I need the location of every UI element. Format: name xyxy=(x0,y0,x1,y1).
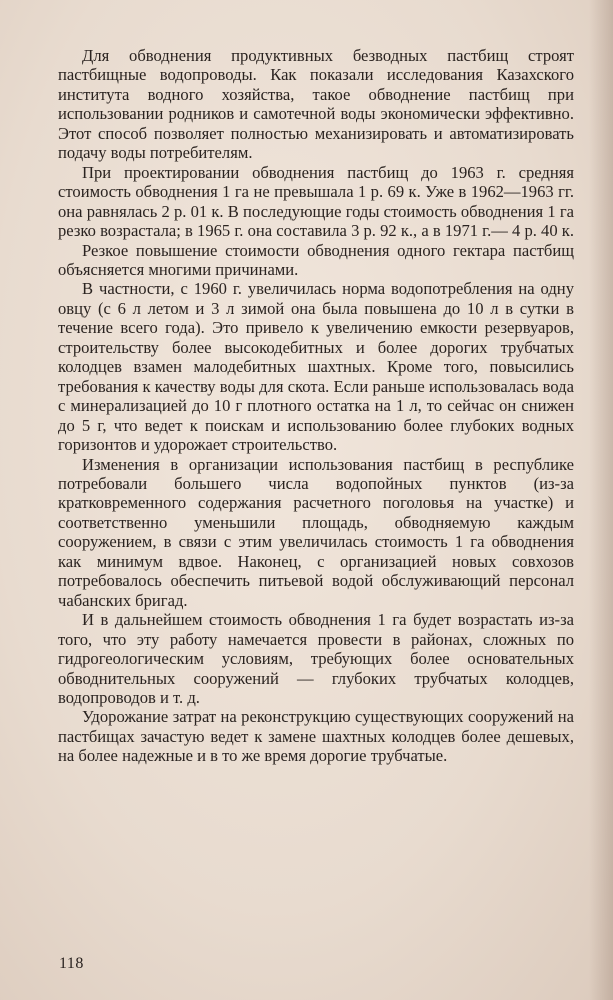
paragraph: В частности, с 1960 г. увеличилась норма водопотребления на одну овцу (с 6 л летом и 3 л зимой она была повышена до 10 л в сутки в течение всего года). Это привело к увеличению емкости резервуаров, строительству более высокодебитных и более дорогих трубчатых колодцев взамен малодебитных шахтных. Кроме того, повысились требования к качеству воды для скота. Если раньше использовалась вода с минерализацией до 10 г плотного остатка на 1 л, то сейчас он снижен до 5 г, что ведет к поискам и использованию более глубоких водных горизонтов и удорожает строительство. xyxy=(58,279,574,455)
paragraph: Резкое повышение стоимости обводнения одного гектара пастбищ объясняется многими причинами. xyxy=(58,240,574,279)
paragraph: Удорожание затрат на реконструкцию существующих сооружений на пастбищах зачастую ведет к замене шахтных колодцев более дешевых, на более надежные и в то же время дорогие трубчатые. xyxy=(58,707,574,766)
page-number: 118 xyxy=(59,955,84,972)
page-spine-shadow xyxy=(589,0,613,1000)
body-text xyxy=(58,46,574,766)
paragraph: И в дальнейшем стоимость обводнения 1 га будет возрастать из-за того, что эту работу намечается провести в районах, сложных по гидрогеологическим условиям, требующих более основательных обводнительных сооружений — глубоких трубчатых колодцев, водопроводов и т. д. xyxy=(58,610,574,707)
paragraph: Изменения в организации использования пастбищ в республике потребовали большего числа водопойных пунктов (из-за кратковременного содержания расчетного поголовья на участке) и соответственно уменьшили площадь, обводняемую каждым сооружением, в связи с этим увеличилась стоимость 1 га обводнения как минимум вдвое. Наконец, с организацией новых совхозов потребовалось обеспечить питьевой водой обслуживающий персонал чабанских бригад. xyxy=(58,454,574,610)
paragraph: При проектировании обводнения пастбищ до 1963 г. средняя стоимость обводнения 1 га не превышала 1 р. 69 к. Уже в 1962—1963 гг. она равнялась 2 р. 01 к. В последующие годы стоимость обводнения 1 га резко возрастала; в 1965 г. она составила 3 р. 92 к., а в 1971 г.— 4 р. 40 к. xyxy=(58,162,575,241)
paragraph: Для обводнения продуктивных безводных пастбищ строят пастбищные водопроводы. Как показали исследования Казахского института водного хозяйства, такое обводнение пастбищ при использовании родников и самотечной воды экономически эффективно. Этот способ позволяет полностью механизировать и автоматизировать подачу воды потребителям. xyxy=(58,46,574,163)
